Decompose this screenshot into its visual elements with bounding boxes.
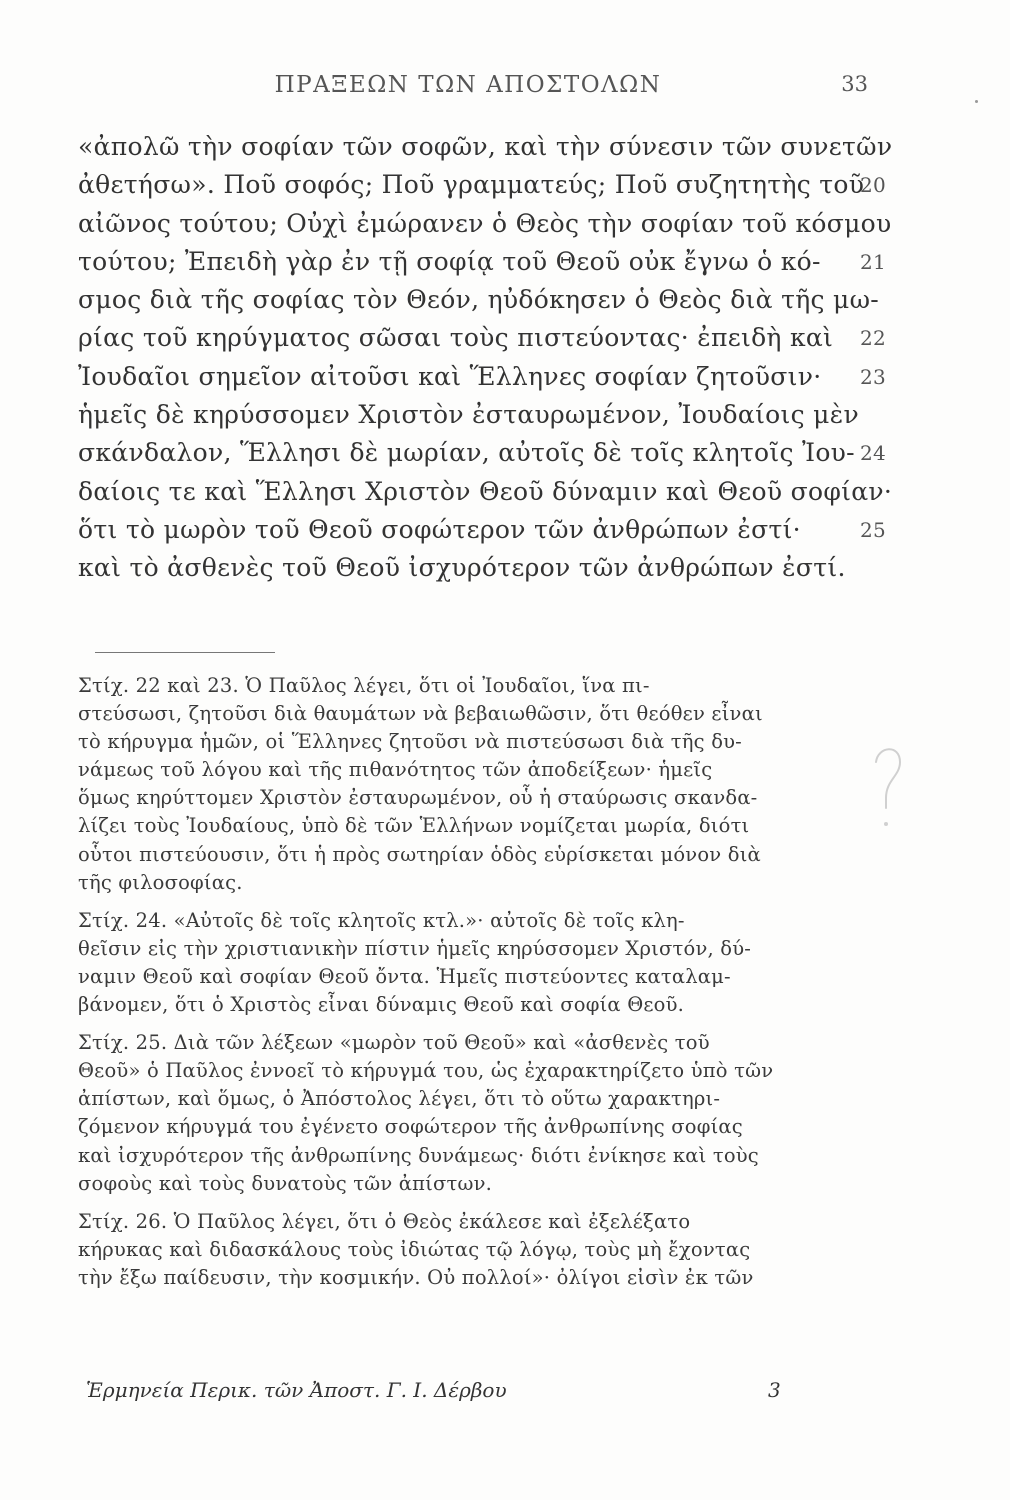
note-line: ζόμενον κήρυγμά του ἐγένετο σοφώτερον τῆς ἀνθρωπίνης σοφίας <box>78 1115 743 1139</box>
note-line: Στίχ. 26. Ὁ Παῦλος λέγει, ὅτι ὁ Θεὸς ἐκάλεσε καὶ ἐξελέξατο <box>78 1209 691 1233</box>
speck-mark <box>975 100 978 103</box>
verse-number: 23 <box>860 364 887 389</box>
line-text: ἡμεῖς δὲ κηρύσσομεν Χριστὸν ἐσταυρωμένον, Ἰουδαίοις μὲν <box>78 400 859 430</box>
note-line: καὶ ἰσχυρότερον τῆς ἀνθρωπίνης δυνάμεως· διότι ἐνίκησε καὶ τοὺς <box>78 1143 759 1167</box>
line-text: καὶ τὸ ἀσθενὲς τοῦ Θεοῦ ἰσχυρότερον τῶν ἀνθρώπων ἐστί. <box>78 553 846 583</box>
text-line <box>78 434 887 472</box>
note-line: τῆς φιλοσοφίας. <box>78 870 243 894</box>
line-text: αἰῶνος τούτου; Οὐχὶ ἐμώρανεν ὁ Θεὸς τὴν σοφίαν τοῦ κόσμου <box>78 208 892 238</box>
note-line: στεύσωσι, ζητοῦσι διὰ θαυμάτων νὰ βεβαιωθῶσιν, ὅτι θεόθεν εἶναι <box>78 702 763 726</box>
page-number: 33 <box>841 72 868 96</box>
paragraph-gap <box>78 1019 848 1029</box>
main-text <box>78 128 893 588</box>
note-line: λίζει τοὺς Ἰουδαίους, ὑπὸ δὲ τῶν Ἑλλήνων νομίζεται μωρία, διότι <box>78 814 750 838</box>
note-line: ἀπίστων, καὶ ὅμως, ὁ Ἀπόστολος λέγει, ὅτι τὸ οὕτω χαρακτηρι- <box>78 1087 721 1111</box>
note-line: Στίχ. 25. Διὰ τῶν λέξεων «μωρὸν τοῦ Θεοῦ» καὶ «ἀσθενὲς τοῦ <box>78 1031 710 1055</box>
pencil-question-mark <box>868 740 908 840</box>
page-footer <box>86 1378 846 1408</box>
note-line: ναμιν Θεοῦ καὶ σοφίαν Θεοῦ ὄντα. Ἡμεῖς πιστεύοντες καταλαμ- <box>78 964 731 988</box>
text-line <box>78 319 887 357</box>
text-line <box>78 549 848 587</box>
text-line <box>78 396 859 434</box>
note-line: ὅμως κηρύττομεν Χριστὸν ἐσταυρωμένον, οὗ ἡ σταύρωσις σκανδα- <box>78 786 758 810</box>
line-text: ἀθετήσω». Ποῦ σοφός; Ποῦ γραμματεύς; Ποῦ συζητητὴς τοῦ <box>78 170 865 200</box>
note-paragraph <box>78 907 848 1019</box>
text-line <box>78 511 887 549</box>
note-paragraph <box>78 1029 848 1198</box>
note-line: οὗτοι πιστεύουσιν, ὅτι ἡ πρὸς σωτηρίαν ὁδὸς εὑρίσκεται μόνον διὰ <box>78 842 761 866</box>
paragraph-gap <box>78 897 848 907</box>
verse-number: 24 <box>860 441 887 466</box>
header-title: ΠΡΑΞΕΩΝ ΤΩΝ ΑΠΟΣΤΟΛΩΝ <box>274 72 662 98</box>
note-paragraph <box>78 672 848 897</box>
note-line: κήρυκας καὶ διδασκάλους τοὺς ἰδιώτας τῷ λόγῳ, τοὺς μὴ ἔχοντας <box>78 1237 751 1261</box>
line-text: ὅτι τὸ μωρὸν τοῦ Θεοῦ σοφώτερον τῶν ἀνθρώπων ἐστί· <box>78 514 801 544</box>
note-line: θεῖσιν εἰς τὴν χριστιανικὴν πίστιν ἡμεῖς κηρύσσομεν Χριστόν, δύ- <box>78 936 752 960</box>
footnote-divider <box>95 652 275 653</box>
verse-number: 25 <box>860 517 887 542</box>
note-line: τὴν ἔξω παίδευσιν, τὴν κοσμικήν. Οὐ πολλοί»· ὀλίγοι εἰσὶν ἐκ τῶν <box>78 1265 754 1289</box>
text-line <box>78 473 893 511</box>
text-line <box>78 128 893 166</box>
signature-mark: 3 <box>768 1378 781 1402</box>
line-text: τούτου; Ἐπειδὴ γὰρ ἐν τῇ σοφίᾳ τοῦ Θεοῦ οὐκ ἔγνω ὁ κό- <box>78 246 821 276</box>
verse-number: 21 <box>860 249 887 274</box>
note-line: σοφοὺς καὶ τοὺς δυνατοὺς τῶν ἀπίστων. <box>78 1171 493 1195</box>
note-line: Θεοῦ» ὁ Παῦλος ἐννοεῖ τὸ κήρυγμά του, ὡς ἐχαρακτηρίζετο ὑπὸ τῶν <box>78 1059 774 1083</box>
verse-number: 22 <box>860 326 887 351</box>
text-line <box>78 205 892 243</box>
text-line <box>78 358 887 396</box>
line-text: ρίας τοῦ κηρύγματος σῶσαι τοὺς πιστεύοντας· ἐπειδὴ καὶ <box>78 323 834 353</box>
line-text: Ἰουδαῖοι σημεῖον αἰτοῦσι καὶ Ἕλληνες σοφίαν ζητοῦσιν· <box>78 361 822 391</box>
line-text: δαίοις τε καὶ Ἕλλησι Χριστὸν Θεοῦ δύναμιν καὶ Θεοῦ σοφίαν· <box>78 476 893 506</box>
text-line <box>78 166 887 204</box>
note-line: τὸ κήρυγμα ἡμῶν, οἱ Ἕλληνες ζητοῦσι νὰ πιστεύσωσι διὰ τῆς δυ- <box>78 730 742 754</box>
footer-reference: Ἑρμηνεία Περικ. τῶν Ἀποστ. Γ. Ι. Δέρβου <box>86 1378 507 1402</box>
commentary-notes <box>78 672 848 1292</box>
line-text: σκάνδαλον, Ἕλλησι δὲ μωρίαν, αὐτοῖς δὲ τοῖς κλητοῖς Ἰου- <box>78 438 855 468</box>
note-line: Στίχ. 22 καὶ 23. Ὁ Παῦλος λέγει, ὅτι οἱ Ἰουδαῖοι, ἵνα πι- <box>78 674 650 697</box>
line-text: σμος διὰ τῆς σοφίας τὸν Θεόν, ηὐδόκησεν ὁ Θεὸς διὰ τῆς μω- <box>78 285 880 315</box>
paragraph-gap <box>78 1198 848 1208</box>
running-header <box>78 72 868 106</box>
note-line: Στίχ. 24. «Αὐτοῖς δὲ τοῖς κλητοῖς κτλ.»· αὐτοῖς δὲ τοῖς κλη- <box>78 908 685 932</box>
note-line: βάνομεν, ὅτι ὁ Χριστὸς εἶναι δύναμις Θεοῦ καὶ σοφία Θεοῦ. <box>78 993 685 1017</box>
text-line <box>78 281 880 319</box>
text-line <box>78 243 887 281</box>
verse-number: 20 <box>860 173 887 198</box>
note-paragraph <box>78 1208 848 1292</box>
note-line: νάμεως τοῦ λόγου καὶ τῆς πιθανότητος τῶν ἀποδείξεων· ἡμεῖς <box>78 758 713 782</box>
line-text: «ἀπολῶ τὴν σοφίαν τῶν σοφῶν, καὶ τὴν σύνεσιν τῶν συνετῶν <box>78 132 893 161</box>
